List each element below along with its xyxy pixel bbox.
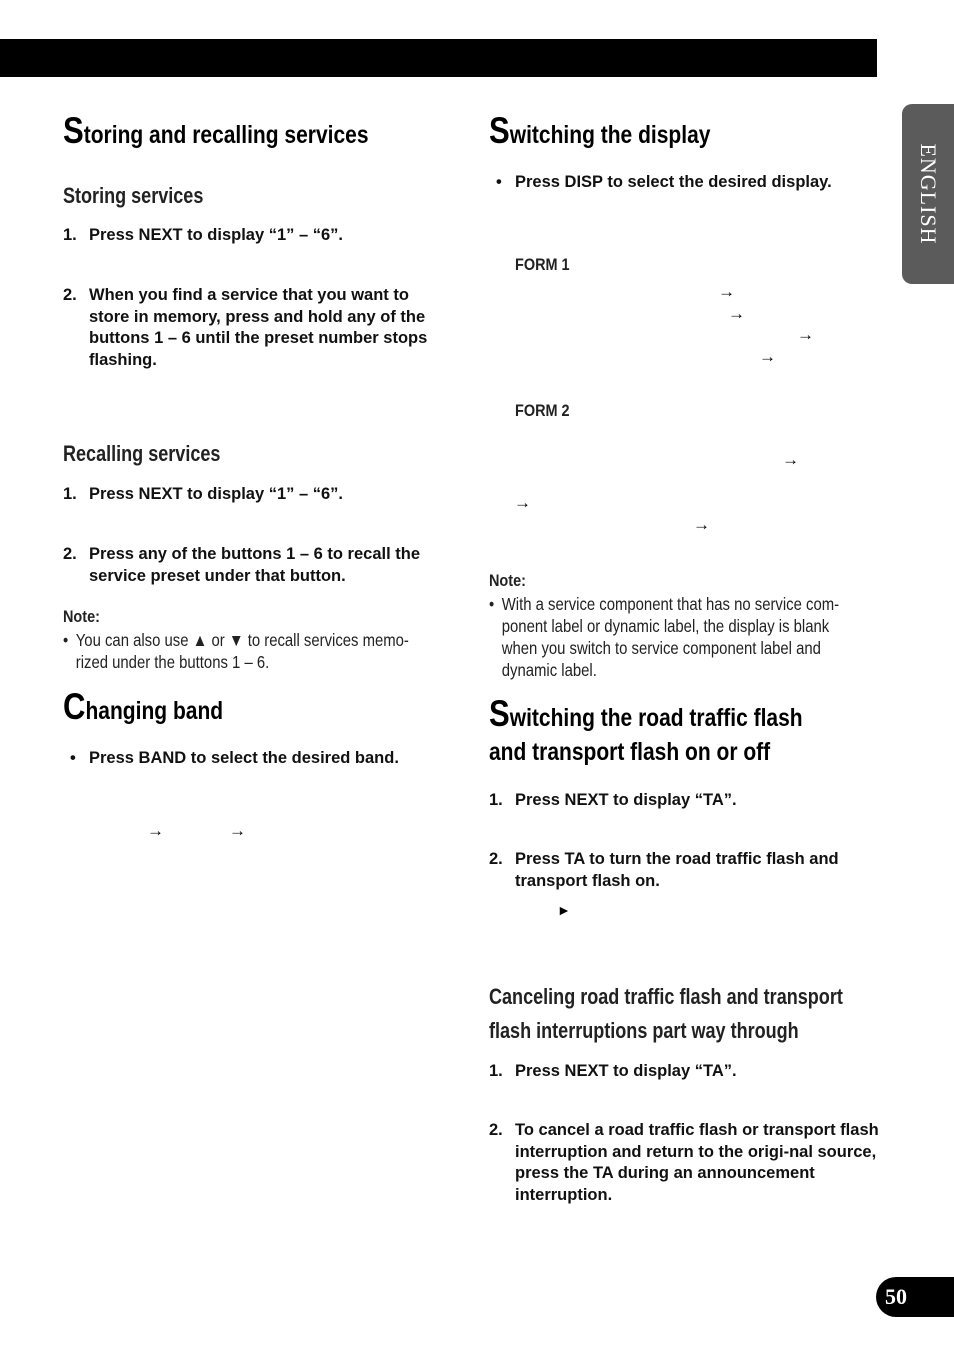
section-title-storing: Storing and recalling services [63,110,369,151]
form-2-label: FORM 2 [515,401,570,420]
cancel-step-1: 1. Press NEXT to display “TA”. [489,1062,737,1080]
band-instruction: • Press BAND to select the desired band. [70,749,399,767]
header-bar [0,39,877,77]
recalling-step-1: 1. Press NEXT to display “1” – “6”. [63,485,344,503]
traffic-step-1: 1. Press NEXT to display “TA”. [489,791,737,809]
storing-note-label: Note: [63,607,100,626]
display-note: • With a service component that has no service com- ponent label or dynamic label, the display is blank when you switch to service component label and dynamic label. [489,594,840,680]
form2-arrow-icon: → [514,493,531,512]
form1-arrow-icon: → [759,347,776,366]
storing-step-2: 2. When you find a service that you want to store in memory, press and hold any of the buttons 1 – 6 until the preset number stops flashing. [63,286,428,369]
subheading-recalling-services: Recalling services [63,441,221,466]
storing-step-1: 1. Press NEXT to display “1” – “6”. [63,226,344,244]
traffic-step-2: 2. Press TA to turn the road traffic flash and transport flash on. [489,850,839,890]
form1-arrow-icon: → [718,282,735,301]
subheading-canceling-line2: flash interruptions part way through [489,1018,799,1043]
display-note-label: Note: [489,571,526,590]
section-title-traffic-flash: Switching the road traffic flash [489,693,803,734]
band-arrow-icon: → [147,821,164,840]
section-title-traffic-flash-line2: and transport flash on or off [489,738,771,766]
language-tab-label: ENGLISH [916,143,941,245]
form2-arrow-icon: → [782,450,799,469]
subheading-canceling: Canceling road traffic flash and transport [489,984,843,1009]
storing-note: • You can also use ▲ or ▼ to recall services memo- rized under the buttons 1 – 6. [63,630,409,672]
cancel-step-2: 2. To cancel a road traffic flash or transport flash interruption and return to the origi-nal source, press the TA during an announcement interruption. [489,1121,879,1204]
play-triangle-icon: ► [557,902,571,918]
form1-arrow-icon: → [797,325,814,344]
form1-arrow-icon: → [728,304,745,323]
subheading-storing-services: Storing services [63,183,204,208]
band-arrow-icon: → [229,821,246,840]
section-title-changing-band: Changing band [63,686,224,727]
display-instruction: • Press DISP to select the desired display. [496,173,832,191]
recalling-step-2: 2. Press any of the buttons 1 – 6 to recall the service preset under that button. [63,545,421,585]
form2-arrow-icon: → [693,515,710,534]
form-1-label: FORM 1 [515,255,570,274]
section-title-switching-display: Switching the display [489,110,711,151]
page-number: 50 [876,1277,954,1317]
language-tab [902,104,954,284]
